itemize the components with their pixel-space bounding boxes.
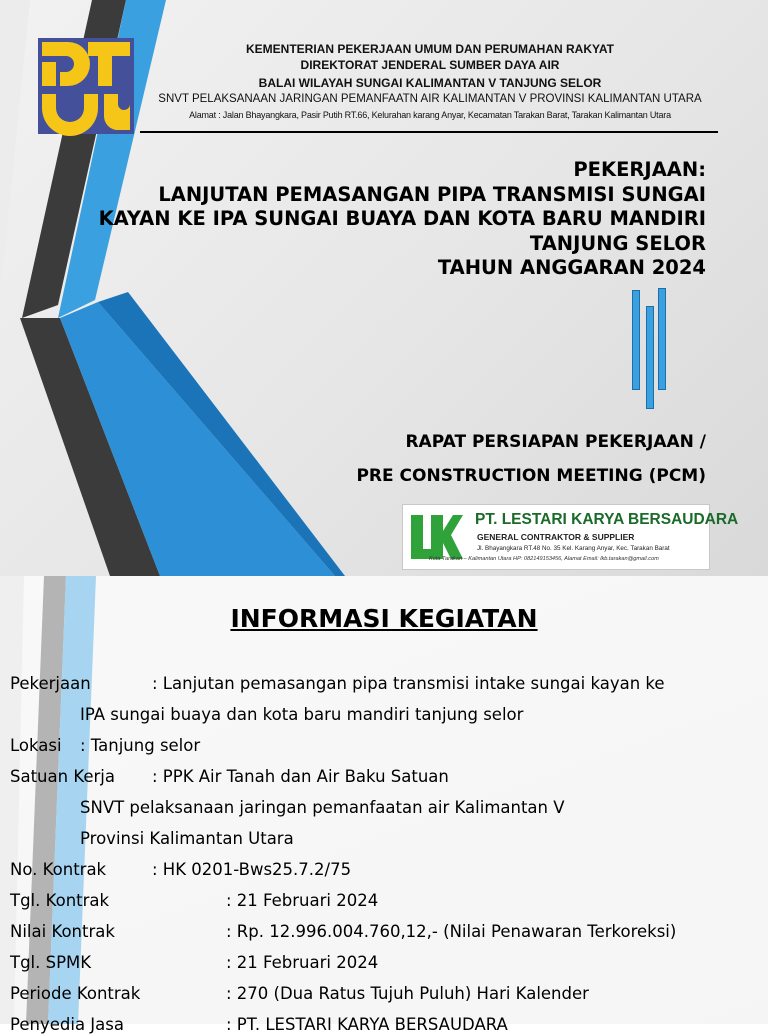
pupr-logo: [38, 38, 134, 134]
satker-label: Satuan Kerja: [10, 767, 115, 786]
stripe-light: [0, 0, 30, 285]
header-balai: BALAI WILAYAH SUNGAI KALIMANTAN V TANJUNG SELOR: [258, 76, 602, 90]
header-address: Alamat : Jalan Bhayangkara, Pasir Putih RT.66, Kelurahan karang Anyar, Kecamatan Tarakan Barat, Tarakan Kalimantan Utara: [189, 110, 671, 120]
nilai-label: Nilai Kontrak: [10, 922, 115, 941]
penyedia-label: Penyedia Jasa: [10, 1015, 124, 1034]
satker-value-cont2: Provinsi Kalimantan Utara: [80, 829, 294, 848]
company-banner: [402, 504, 739, 570]
pekerjaan-label: Pekerjaan: [10, 674, 91, 693]
company-subtitle: GENERAL CONTRAKTOR & SUPPLIER: [477, 532, 635, 542]
satker-value: : PPK Air Tanah dan Air Baku Satuan: [152, 767, 449, 786]
meeting-title-en: PRE CONSTRUCTION MEETING (PCM): [356, 466, 706, 486]
periode-label: Periode Kontrak: [10, 984, 141, 1003]
header-directorate: DIREKTORAT JENDERAL SUMBER DAYA AIR: [300, 58, 560, 72]
project-title-line5: TAHUN ANGGARAN 2024: [437, 256, 706, 279]
lokasi-value: : Tanjung selor: [80, 736, 201, 755]
lokasi-label: Lokasi: [10, 736, 62, 755]
header-ministry: KEMENTERIAN PEKERJAAN UMUM DAN PERUMAHAN RAKYAT: [245, 42, 614, 56]
company-contact: Kota Tarakan – Kalimantan Utara HP: 082149153456, Alamat Email: lkb.tarakan@gmail.com: [429, 556, 659, 562]
accent-bar-2: [646, 306, 654, 409]
project-title: [66, 158, 706, 281]
info-slide: [0, 576, 768, 1034]
project-title-line2: LANJUTAN PEMASANGAN PIPA TRANSMISI SUNGAI: [158, 182, 706, 206]
pekerjaan-value: : Lanjutan pemasangan pipa transmisi intake sungai kayan ke: [152, 674, 665, 693]
project-title-line3: KAYAN KE IPA SUNGAI BUAYA DAN KOTA BARU MANDIRI: [98, 207, 706, 230]
project-title-line1: PEKERJAAN:: [573, 158, 706, 181]
header-snvt: SNVT PELAKSANAAN JARINGAN PEMANFAATN AIR KALIMANTAN V PROVINSI KALIMANTAN UTARA: [158, 93, 702, 105]
kontrak-value: : HK 0201-Bws25.7.2/75: [152, 860, 352, 879]
meeting-title-id: RAPAT PERSIAPAN PEKERJAAN /: [405, 432, 706, 452]
project-title-line4: TANJUNG SELOR: [529, 231, 706, 255]
accent-bar-1: [632, 290, 640, 390]
tgl-kontrak-value: : 21 Februari 2024: [226, 891, 379, 910]
company-name: PT. LESTARI KARYA BERSAUDARA: [475, 511, 739, 528]
penyedia-value: : PT. LESTARI KARYA BERSAUDARA: [226, 1015, 508, 1034]
spmk-value: : 21 Februari 2024: [226, 953, 379, 972]
pupr-logo-icon: [38, 38, 134, 134]
accent-bar-3: [658, 288, 666, 390]
periode-value: : 270 (Dua Ratus Tujuh Puluh) Hari Kalender: [226, 984, 589, 1003]
header-divider: [140, 131, 718, 133]
pekerjaan-value-cont: IPA sungai buaya dan kota baru mandiri tanjung selor: [80, 705, 524, 724]
nilai-value: : Rp. 12.996.004.760,12,- (Nilai Penawaran Terkoreksi): [226, 922, 677, 941]
tgl-kontrak-label: Tgl. Kontrak: [10, 891, 110, 910]
satker-value-cont: SNVT pelaksanaan jaringan pemanfaatan air Kalimantan V: [80, 798, 565, 817]
info-title: INFORMASI KEGIATAN: [230, 604, 538, 633]
kontrak-label: No. Kontrak: [10, 860, 107, 879]
company-address: Jl. Bhayangkara RT.48 No. 35 Kel. Karang Anyar, Kec. Tarakan Barat: [477, 545, 670, 552]
spmk-label: Tgl. SPMK: [10, 953, 92, 972]
